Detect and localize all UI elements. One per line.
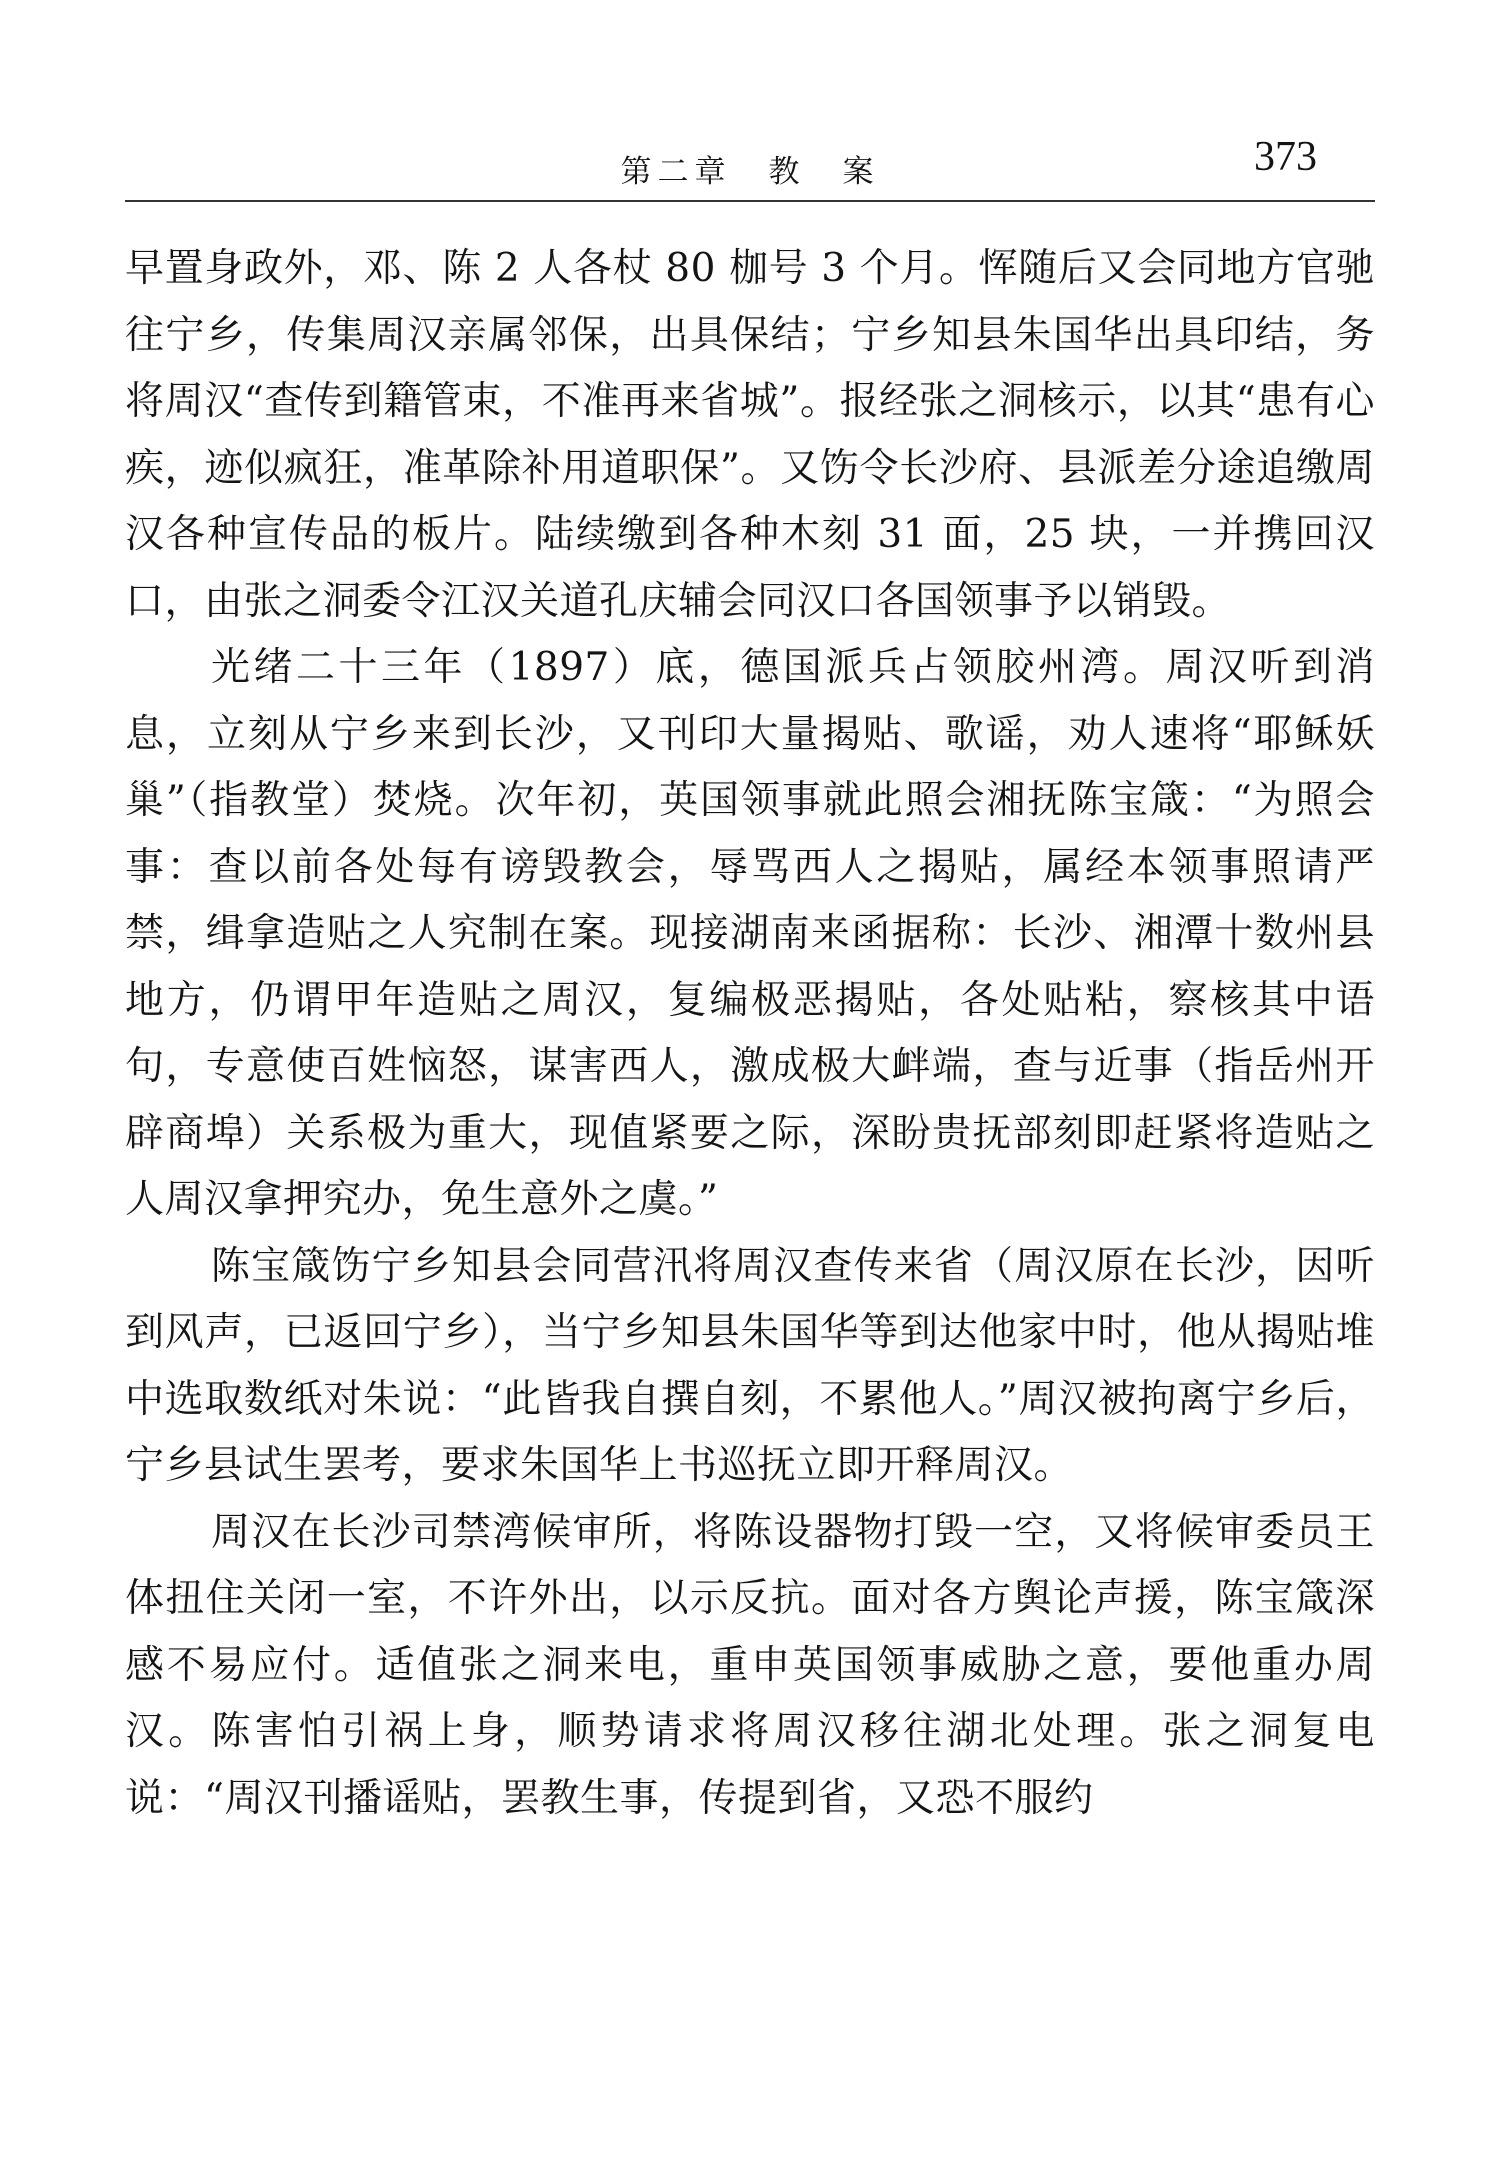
page-number: 373 [1254, 134, 1317, 180]
paragraph-continued: 早置身政外，邓、陈 2 人各杖 80 枷号 3 个月。恽随后又会同地方官驰往宁乡，传集周汉亲属邻保，出具保结；宁乡知县朱国华出具印结，务将周汉“查传到籍管束，不准再来省城”。报经张之洞核示，以其“患有心疾，迹似疯狂，准革除补用道职保”。又饬令长沙府、县派差分途追缴周汉各种宣传品的板片。陆续缴到各种木刻 31 面，25 块，一并携回汉口，由张之洞委令江汉关道孔庆辅会同汉口各国领事予以销毁。 [125, 246, 1375, 624]
body-text [125, 236, 1375, 1832]
running-head [125, 128, 1375, 198]
paragraph: 光绪二十三年（1897）底，德国派兵占领胶州湾。周汉听到消息，立刻从宁乡来到长沙，又刊印大量揭贴、歌谣，劝人速将“耶稣妖巢”（指教堂）焚烧。次年初，英国领事就此照会湘抚陈宝箴：“为照会事：查以前各处每有谤毁教会，辱骂西人之揭贴，属经本领事照请严禁，缉拿造贴之人究制在案。现接湖南来函据称：长沙、湘潭十数州县地方，仍谓甲年造贴之周汉，复编极恶揭贴，各处贴粘，察核其中语句，专意使百姓恼怒，谋害西人，激成极大衅端，查与近事（指岳州开辟商埠）关系极为重大，现值紧要之际，深盼贵抚部刻即赶紧将造贴之人周汉拿押究办，免生意外之虞。” [125, 645, 1375, 1222]
chapter-title: 第二章 教 案 [620, 154, 880, 190]
paragraph: 陈宝箴饬宁乡知县会同营汛将周汉查传来省（周汉原在长沙，因听到风声，已返回宁乡），当宁乡知县朱国华等到达他家中时，他从揭贴堆中选取数纸对朱说：“此皆我自撰自刻，不累他人。”周汉被拘离宁乡后，宁乡县试生罢考，要求朱国华上书巡抚立即开释周汉。 [125, 1243, 1375, 1488]
paragraph: 周汉在长沙司禁湾候审所，将陈设器物打毁一空，又将候审委员王体扭住关闭一室，不许外出，以示反抗。面对各方舆论声援，陈宝箴深感不易应付。适值张之洞来电，重申英国领事威胁之意，要他重办周汉。陈害怕引祸上身，顺势请求将周汉移往湖北处理。张之洞复电说：“周汉刊播谣贴，罢教生事，传提到省，又恐不服约 [125, 1509, 1375, 1821]
header-rule [125, 200, 1375, 202]
